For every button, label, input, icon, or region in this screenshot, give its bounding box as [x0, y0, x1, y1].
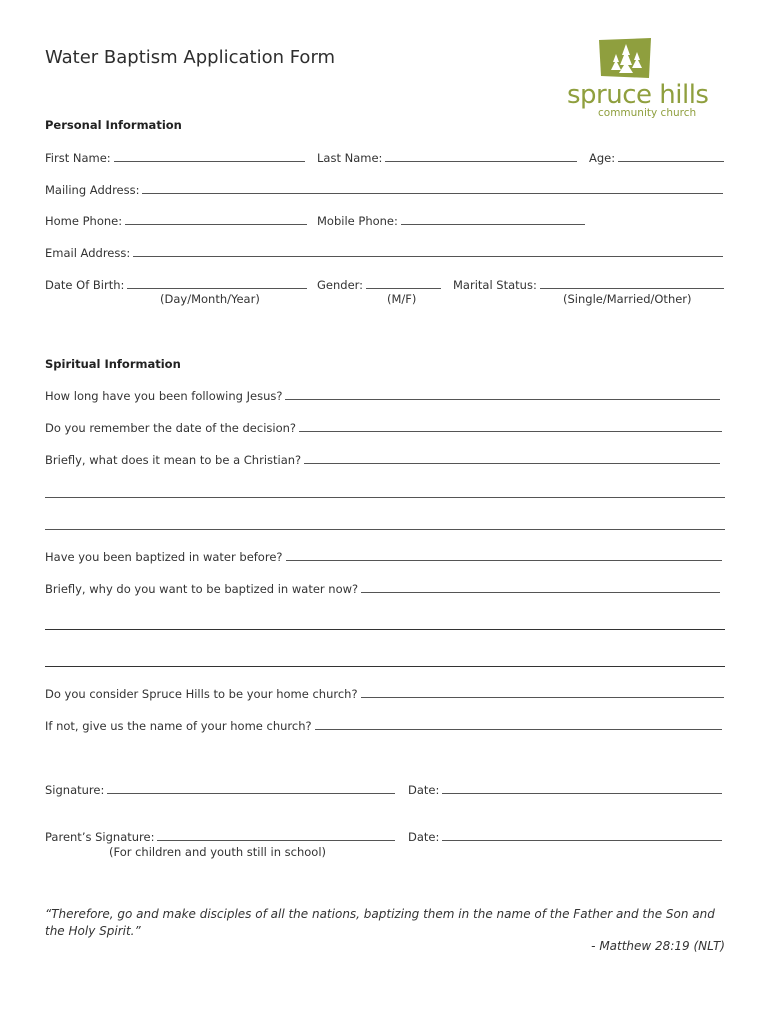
church-logo: [567, 38, 707, 123]
gender-label: Gender:: [317, 278, 364, 292]
answer-line[interactable]: [45, 497, 725, 498]
tree-icon: [599, 38, 651, 78]
gender-field[interactable]: [317, 276, 441, 292]
signature-date-field[interactable]: [408, 781, 722, 797]
home-church-field[interactable]: [45, 685, 724, 701]
section-heading-spiritual: Spiritual Information: [45, 357, 181, 371]
parent-date-field[interactable]: [408, 828, 722, 844]
why-baptized-field[interactable]: [45, 580, 720, 596]
mailing-address-label: Mailing Address:: [45, 183, 140, 197]
form-title: Water Baptism Application Form: [45, 47, 336, 68]
logo-name: spruce hills: [567, 80, 709, 110]
answer-line[interactable]: [45, 629, 725, 630]
age-field[interactable]: [589, 149, 724, 165]
christian-meaning-field[interactable]: [45, 451, 720, 467]
mobile-phone-label: Mobile Phone:: [317, 214, 398, 228]
dob-hint: (Day/Month/Year): [160, 292, 260, 306]
marital-status-hint: (Single/Married/Other): [563, 292, 692, 306]
parent-signature-field[interactable]: [45, 828, 395, 844]
gender-hint: (M/F): [387, 292, 417, 306]
mailing-address-field[interactable]: [45, 181, 723, 197]
signature-field[interactable]: [45, 781, 395, 797]
signature-date-label: Date:: [408, 783, 440, 797]
answer-line[interactable]: [45, 666, 725, 667]
marital-status-field[interactable]: [453, 276, 724, 292]
dob-label: Date Of Birth:: [45, 278, 125, 292]
dob-field[interactable]: [45, 276, 307, 292]
logo-subtitle: community church: [598, 107, 697, 119]
baptized-before-label: Have you been baptized in water before?: [45, 550, 283, 564]
scripture-citation: - Matthew 28:19 (NLT): [591, 939, 725, 953]
decision-date-field[interactable]: [45, 419, 722, 435]
answer-line[interactable]: [45, 529, 725, 530]
other-church-label: If not, give us the name of your home church?: [45, 719, 312, 733]
other-church-field[interactable]: [45, 717, 722, 733]
email-label: Email Address:: [45, 246, 131, 260]
home-church-label: Do you consider Spruce Hills to be your home church?: [45, 687, 358, 701]
first-name-field[interactable]: [45, 149, 305, 165]
home-phone-label: Home Phone:: [45, 214, 123, 228]
first-name-label: First Name:: [45, 151, 111, 165]
following-jesus-field[interactable]: [45, 387, 720, 403]
mobile-phone-field[interactable]: [317, 212, 585, 228]
marital-status-label: Marital Status:: [453, 278, 537, 292]
parent-date-label: Date:: [408, 830, 440, 844]
signature-label: Signature:: [45, 783, 105, 797]
baptized-before-field[interactable]: [45, 548, 722, 564]
age-label: Age:: [589, 151, 616, 165]
why-baptized-label: Briefly, why do you want to be baptized in water now?: [45, 582, 359, 596]
last-name-field[interactable]: [317, 149, 577, 165]
parent-signature-label: Parent’s Signature:: [45, 830, 155, 844]
scripture-quote: “Therefore, go and make disciples of all the nations, baptizing them in the name of the Father and the Son and the Holy Spirit.”: [45, 907, 715, 938]
last-name-label: Last Name:: [317, 151, 383, 165]
email-field[interactable]: [45, 244, 723, 260]
parent-signature-hint: (For children and youth still in school): [109, 845, 327, 859]
home-phone-field[interactable]: [45, 212, 307, 228]
christian-meaning-label: Briefly, what does it mean to be a Christian?: [45, 453, 302, 467]
decision-date-label: Do you remember the date of the decision?: [45, 421, 297, 435]
following-jesus-label: How long have you been following Jesus?: [45, 389, 283, 403]
section-heading-personal: Personal Information: [45, 118, 182, 132]
